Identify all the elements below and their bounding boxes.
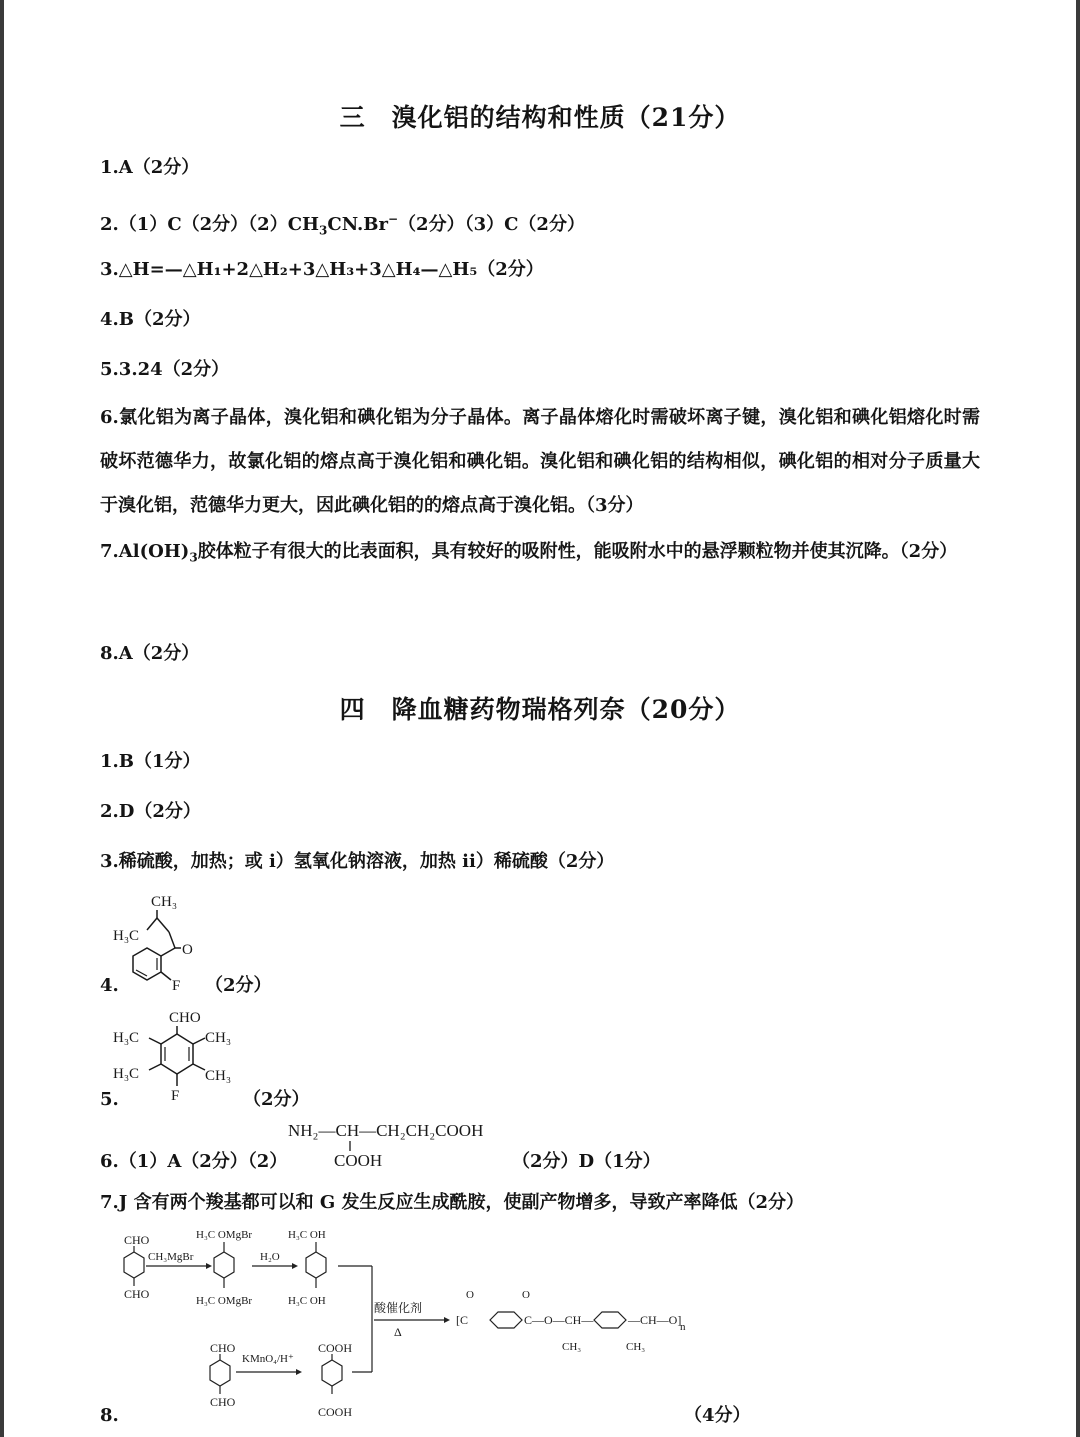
s3-answer-2-mid: CN.Br bbox=[327, 214, 388, 235]
q8-reagent-oxidant: KMnO₄/H⁺ bbox=[242, 1353, 294, 1365]
q8-polymer-right: —CH—O] bbox=[628, 1313, 682, 1327]
q6-chain: NH₂—CH—CH₂CH₂COOH bbox=[288, 1121, 484, 1140]
q8-cho-b-bottom: CHO bbox=[210, 1395, 236, 1409]
q6-branch: COOH bbox=[334, 1151, 383, 1170]
s4-answer-2: 2.D（2分） bbox=[100, 801, 201, 822]
q8-omgbr-b: H₃C OMgBr bbox=[196, 1295, 253, 1307]
s4-answer-6-pre: 6.（1）A（2分）（2） bbox=[100, 1151, 288, 1172]
q8-polymer-n: n bbox=[680, 1321, 686, 1333]
s4-answer-8-number: 8. bbox=[100, 1405, 119, 1426]
s3-answer-6: 6.氯化铝为离子晶体，溴化铝和碘化铝为分子晶体。离子晶体熔化时需破坏离子键，溴化铝和碘化铝熔化时需破坏范德华力，故氯化铝的熔点高于溴化铝和碘化铝。溴化铝和碘化铝的结构相似，碘化铝的相对分子质量大于溴化铝，范德华力更大，因此碘化铝的的熔点高于溴化铝。（3分） bbox=[100, 407, 980, 516]
q8-cho-b-top: CHO bbox=[210, 1341, 236, 1355]
s4-answer-8-score: （4分） bbox=[684, 1405, 751, 1426]
q5-f: F bbox=[171, 1088, 180, 1104]
s3-answer-4: 4.B（2分） bbox=[100, 309, 201, 330]
s3-answer-2-pre: 2.（1）C（2分）（2）CH bbox=[100, 214, 320, 235]
s4-answer-3: 3.稀硫酸，加热；或 i）氢氧化钠溶液，加热 ii）稀硫酸（2分） bbox=[100, 851, 615, 872]
q8-polymer-left: [C bbox=[456, 1313, 468, 1327]
q8-cooh-bottom: COOH bbox=[318, 1405, 353, 1419]
q8-cho-bottom: CHO bbox=[124, 1287, 150, 1301]
s4-answer-5-score: （2分） bbox=[243, 1089, 310, 1110]
s3-answer-2 bbox=[100, 207, 585, 243]
s4-answer-4-number: 4. bbox=[100, 975, 119, 996]
q8-oh-a: H₃C OH bbox=[288, 1229, 326, 1241]
q4-h3c: H₃C bbox=[113, 928, 140, 944]
q8-cho-top: CHO bbox=[124, 1233, 150, 1247]
s3-answer-1: 1.A（2分） bbox=[100, 157, 200, 178]
q8-carbonyl-o-a: O bbox=[466, 1289, 474, 1301]
q8-carbonyl-o-b: O bbox=[522, 1289, 530, 1301]
q5-ch3-b: CH₃ bbox=[205, 1068, 232, 1084]
s4-answer-1: 1.B（1分） bbox=[100, 751, 201, 772]
s3-answer-7-sub: 3 bbox=[189, 550, 198, 565]
q4-ch3: CH₃ bbox=[151, 894, 178, 910]
q4-o: O bbox=[182, 942, 193, 958]
q8-synthesis-diagram bbox=[100, 1226, 720, 1426]
s3-answer-7-post: 胶体粒子有很大的比表面积，具有较好的吸附性，能吸附水中的悬浮颗粒物并使其沉降。（2分） bbox=[197, 541, 958, 562]
q5-h3c-b: H₃C bbox=[113, 1066, 140, 1082]
q5-h3c-a: H₃C bbox=[113, 1030, 140, 1046]
s3-answer-7 bbox=[100, 530, 980, 580]
q8-catalyst: 酸催化剂 bbox=[374, 1301, 423, 1315]
q6-structure bbox=[286, 1114, 516, 1172]
q8-omgbr-a: H₃C OMgBr bbox=[196, 1229, 253, 1241]
s3-answer-2-sup: − bbox=[387, 212, 399, 226]
s4-answer-4-score: （2分） bbox=[205, 975, 272, 996]
s3-answer-3: 3.△H=—△H₁+2△H₂+3△H₃+3△H₄—△H₅（2分） bbox=[100, 259, 544, 280]
section3-title: 三 溴化铝的结构和性质（21分） bbox=[339, 103, 741, 132]
q8-polymer-mid: C—O—CH— bbox=[524, 1313, 594, 1327]
q8-cooh-top: COOH bbox=[318, 1341, 353, 1355]
q5-ch3-a: CH₃ bbox=[205, 1030, 232, 1046]
s3-answer-7-pre: 7.Al(OH) bbox=[100, 541, 190, 562]
q8-methyl-b: CH₃ bbox=[626, 1341, 646, 1353]
q4-f: F bbox=[172, 978, 181, 994]
s3-answer-8: 8.A（2分） bbox=[100, 643, 200, 664]
section4-title: 四 降血糖药物瑞格列奈（20分） bbox=[339, 695, 741, 724]
q8-heat: Δ bbox=[394, 1325, 402, 1339]
q8-methyl-a: CH₃ bbox=[562, 1341, 582, 1353]
s3-answer-2-post: （2分）（3）C（2分） bbox=[398, 214, 585, 235]
s3-answer-5: 5.3.24（2分） bbox=[100, 359, 230, 380]
s4-answer-5-number: 5. bbox=[100, 1089, 119, 1110]
q8-reagent-water: H₂O bbox=[260, 1251, 280, 1263]
q8-reagent-grignard: CH₃MgBr bbox=[148, 1251, 194, 1263]
s4-answer-6-post: （2分）D（1分） bbox=[512, 1151, 661, 1172]
s4-answer-7: 7.J 含有两个羧基都可以和 G 发生反应生成酰胺，使副产物增多，导致产率降低（2分） bbox=[100, 1192, 805, 1213]
q5-cho: CHO bbox=[169, 1010, 201, 1026]
s3-answer-2-sub: 3 bbox=[319, 223, 328, 238]
q8-oh-b: H₃C OH bbox=[288, 1295, 326, 1307]
